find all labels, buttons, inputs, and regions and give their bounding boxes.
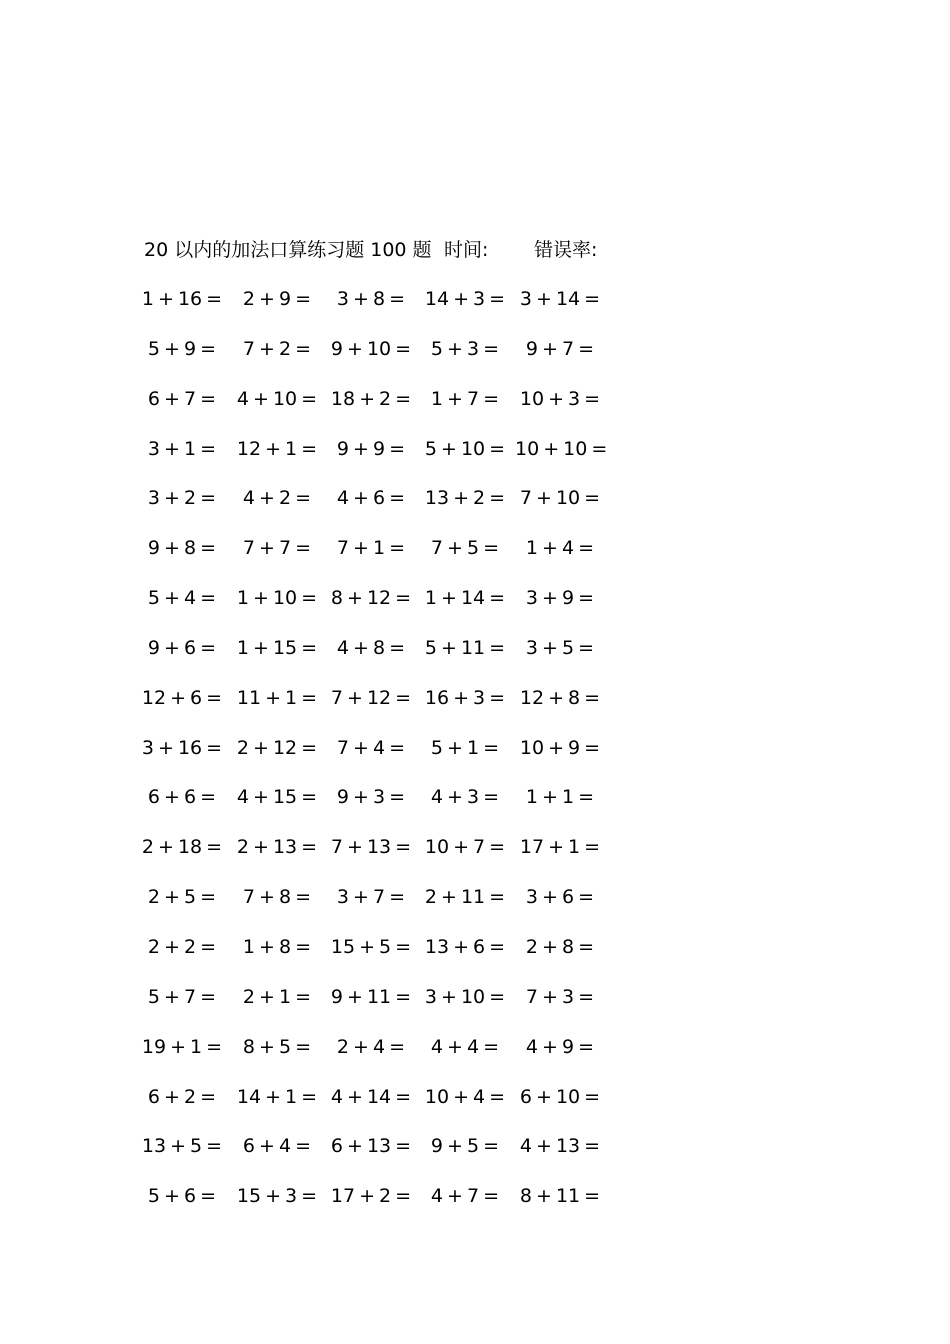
math-problem: 1 + 16 = — [141, 288, 223, 310]
problem-row — [140, 335, 640, 385]
problem-row — [140, 933, 640, 983]
math-problem: 2 + 5 = — [147, 886, 217, 909]
math-problem: 9 + 5 = — [430, 1135, 500, 1158]
math-problem: 18 + 2 = — [330, 387, 412, 410]
math-problem: 9 + 7 = — [525, 337, 595, 360]
math-problem: 7 + 3 = — [525, 985, 595, 1008]
math-problem: 13 + 6 = — [424, 935, 506, 958]
math-problem: 7 + 4 = — [336, 736, 406, 759]
math-problem: 17 + 1 = — [519, 836, 601, 859]
math-problem: 6 + 6 = — [147, 786, 217, 809]
math-problem: 15 + 5 = — [330, 935, 412, 958]
math-problem: 4 + 4 = — [430, 1035, 500, 1058]
math-problem: 6 + 10 = — [519, 1085, 601, 1108]
math-problem: 3 + 14 = — [519, 288, 601, 310]
problem-row — [140, 484, 640, 534]
math-problem: 4 + 14 = — [330, 1085, 412, 1108]
math-problem: 1 + 15 = — [236, 636, 318, 659]
math-problem: 5 + 4 = — [147, 587, 217, 610]
math-problem: 5 + 11 = — [424, 636, 506, 659]
math-problem: 4 + 15 = — [236, 786, 318, 809]
problem-row — [140, 833, 640, 883]
math-problem: 12 + 1 = — [236, 437, 318, 460]
math-problem: 6 + 2 = — [147, 1085, 217, 1108]
math-problem: 1 + 8 = — [242, 935, 312, 958]
math-problem: 3 + 5 = — [525, 636, 595, 659]
math-problem: 3 + 10 = — [424, 985, 506, 1008]
math-problem: 2 + 2 = — [147, 935, 217, 958]
math-problem: 5 + 6 = — [147, 1185, 217, 1208]
math-problem: 7 + 1 = — [336, 537, 406, 560]
math-problem: 5 + 9 = — [147, 337, 217, 360]
math-problem: 14 + 1 = — [236, 1085, 318, 1108]
problem-grid — [140, 285, 640, 1232]
math-problem: 3 + 9 = — [525, 587, 595, 610]
math-problem: 14 + 3 = — [424, 288, 506, 310]
math-problem: 3 + 7 = — [336, 886, 406, 909]
math-problem: 10 + 10 = — [515, 437, 608, 460]
math-problem: 7 + 8 = — [242, 886, 312, 909]
math-problem: 1 + 1 = — [525, 786, 595, 809]
math-problem: 4 + 6 = — [336, 487, 406, 510]
problem-row — [140, 584, 640, 634]
time-label: 时间: — [444, 239, 489, 261]
problem-row — [140, 783, 640, 833]
math-problem: 9 + 3 = — [336, 786, 406, 809]
problem-row — [140, 385, 640, 435]
math-problem: 7 + 13 = — [330, 836, 412, 859]
math-problem: 1 + 10 = — [236, 587, 318, 610]
problem-row — [140, 1083, 640, 1133]
math-problem: 4 + 9 = — [525, 1035, 595, 1058]
math-problem: 9 + 11 = — [330, 985, 412, 1008]
problem-row — [140, 1033, 640, 1083]
worksheet-title: 20 以内的加法口算练习题 100 题 — [144, 239, 432, 261]
math-problem: 2 + 11 = — [424, 886, 506, 909]
math-problem: 6 + 7 = — [147, 387, 217, 410]
problem-row — [140, 883, 640, 933]
math-problem: 5 + 7 = — [147, 985, 217, 1008]
problem-row — [140, 534, 640, 584]
problem-row — [140, 285, 640, 335]
math-problem: 5 + 10 = — [424, 437, 506, 460]
math-problem: 9 + 10 = — [330, 337, 412, 360]
problem-row — [140, 734, 640, 784]
math-problem: 10 + 7 = — [424, 836, 506, 859]
math-problem: 2 + 9 = — [242, 288, 312, 310]
math-problem: 11 + 1 = — [236, 686, 318, 709]
problem-row — [140, 634, 640, 684]
math-problem: 7 + 2 = — [242, 337, 312, 360]
math-problem: 16 + 3 = — [424, 686, 506, 709]
math-problem: 12 + 8 = — [519, 686, 601, 709]
math-problem: 1 + 14 = — [424, 587, 506, 610]
math-problem: 7 + 12 = — [330, 686, 412, 709]
math-problem: 3 + 16 = — [141, 736, 223, 759]
math-problem: 3 + 6 = — [525, 886, 595, 909]
math-problem: 10 + 9 = — [519, 736, 601, 759]
math-problem: 13 + 5 = — [141, 1135, 223, 1158]
math-problem: 6 + 4 = — [242, 1135, 312, 1158]
problem-row — [140, 435, 640, 485]
math-problem: 3 + 8 = — [336, 288, 406, 310]
math-problem: 4 + 8 = — [336, 636, 406, 659]
math-problem: 4 + 10 = — [236, 387, 318, 410]
math-problem: 7 + 10 = — [519, 487, 601, 510]
math-problem: 13 + 2 = — [424, 487, 506, 510]
math-problem: 4 + 13 = — [519, 1135, 601, 1158]
math-problem: 15 + 3 = — [236, 1185, 318, 1208]
math-problem: 2 + 4 = — [336, 1035, 406, 1058]
problem-row — [140, 1132, 640, 1182]
math-problem: 2 + 13 = — [236, 836, 318, 859]
math-problem: 6 + 13 = — [330, 1135, 412, 1158]
math-problem: 4 + 3 = — [430, 786, 500, 809]
math-problem: 1 + 7 = — [430, 387, 500, 410]
problem-row — [140, 684, 640, 734]
math-problem: 4 + 2 = — [242, 487, 312, 510]
math-problem: 12 + 6 = — [141, 686, 223, 709]
math-problem: 8 + 11 = — [519, 1185, 601, 1208]
math-problem: 8 + 5 = — [242, 1035, 312, 1058]
math-problem: 10 + 4 = — [424, 1085, 506, 1108]
math-problem: 7 + 7 = — [242, 537, 312, 560]
math-problem: 5 + 1 = — [430, 736, 500, 759]
problem-row — [140, 983, 640, 1033]
math-problem: 9 + 8 = — [147, 537, 217, 560]
math-problem: 2 + 12 = — [236, 736, 318, 759]
math-problem: 3 + 1 = — [147, 437, 217, 460]
math-problem: 9 + 9 = — [336, 437, 406, 460]
problem-row — [140, 1182, 640, 1232]
math-problem: 3 + 2 = — [147, 487, 217, 510]
math-problem: 8 + 12 = — [330, 587, 412, 610]
math-problem: 7 + 5 = — [430, 537, 500, 560]
math-problem: 2 + 1 = — [242, 985, 312, 1008]
math-problem: 9 + 6 = — [147, 636, 217, 659]
math-problem: 2 + 18 = — [141, 836, 223, 859]
math-problem: 5 + 3 = — [430, 337, 500, 360]
error-rate-label: 错误率: — [534, 239, 598, 261]
math-problem: 17 + 2 = — [330, 1185, 412, 1208]
math-problem: 4 + 7 = — [430, 1185, 500, 1208]
math-problem: 2 + 8 = — [525, 935, 595, 958]
math-problem: 1 + 4 = — [525, 537, 595, 560]
math-problem: 10 + 3 = — [519, 387, 601, 410]
math-problem: 19 + 1 = — [141, 1035, 223, 1058]
